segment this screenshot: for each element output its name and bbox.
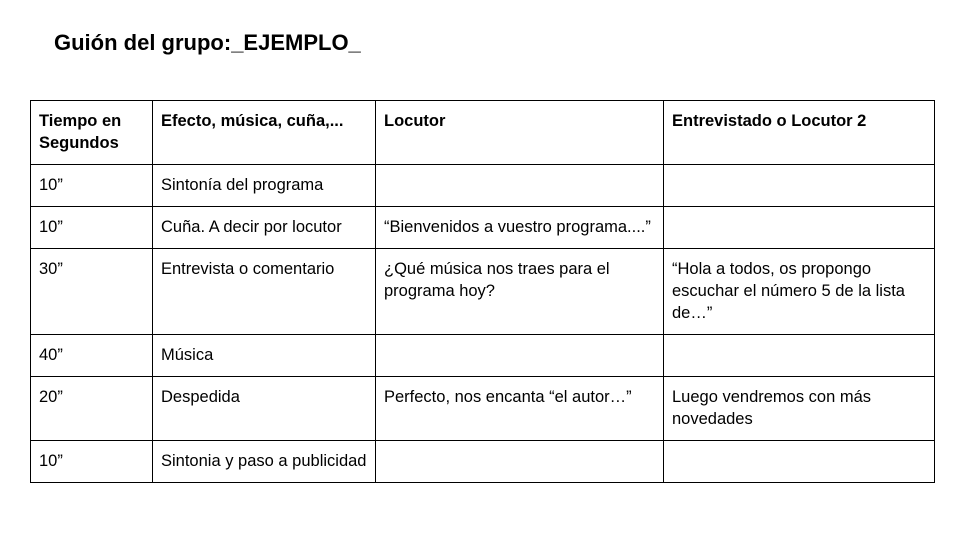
- cell-effect: Entrevista o comentario: [153, 249, 376, 335]
- cell-announcer: [376, 441, 664, 483]
- cell-interviewee: [664, 207, 935, 249]
- cell-time: 10”: [31, 165, 153, 207]
- cell-effect: Sintonía del programa: [153, 165, 376, 207]
- cell-announcer: Perfecto, nos encanta “el autor…”: [376, 377, 664, 441]
- cell-announcer: ¿Qué música nos traes para el programa hoy?: [376, 249, 664, 335]
- cell-effect: Música: [153, 335, 376, 377]
- table-header-row: [31, 101, 935, 165]
- cell-time: 40”: [31, 335, 153, 377]
- cell-announcer: [376, 165, 664, 207]
- cell-time: 10”: [31, 441, 153, 483]
- column-header-time: Tiempo en Segundos: [31, 101, 153, 165]
- table-row: [31, 207, 935, 249]
- cell-effect: Sintonia y paso a publicidad: [153, 441, 376, 483]
- cell-announcer: [376, 335, 664, 377]
- column-header-announcer: Locutor: [376, 101, 664, 165]
- table-row: [31, 377, 935, 441]
- cell-interviewee: [664, 441, 935, 483]
- cell-interviewee: [664, 165, 935, 207]
- table-row: [31, 165, 935, 207]
- cell-effect: Despedida: [153, 377, 376, 441]
- column-header-interviewee: Entrevistado o Locutor 2: [664, 101, 935, 165]
- cell-interviewee: Luego vendremos con más novedades: [664, 377, 935, 441]
- cell-time: 20”: [31, 377, 153, 441]
- script-table: [30, 100, 935, 483]
- cell-time: 10”: [31, 207, 153, 249]
- cell-time: 30”: [31, 249, 153, 335]
- table-row: [31, 335, 935, 377]
- cell-interviewee: [664, 335, 935, 377]
- table-row: [31, 249, 935, 335]
- cell-announcer: “Bienvenidos a vuestro programa....”: [376, 207, 664, 249]
- column-header-effect: Efecto, música, cuña,...: [153, 101, 376, 165]
- cell-effect: Cuña. A decir por locutor: [153, 207, 376, 249]
- page-title: Guión del grupo:_EJEMPLO_: [54, 30, 361, 55]
- cell-interviewee: “Hola a todos, os propongo escuchar el número 5 de la lista de…”: [664, 249, 935, 335]
- table-row: [31, 441, 935, 483]
